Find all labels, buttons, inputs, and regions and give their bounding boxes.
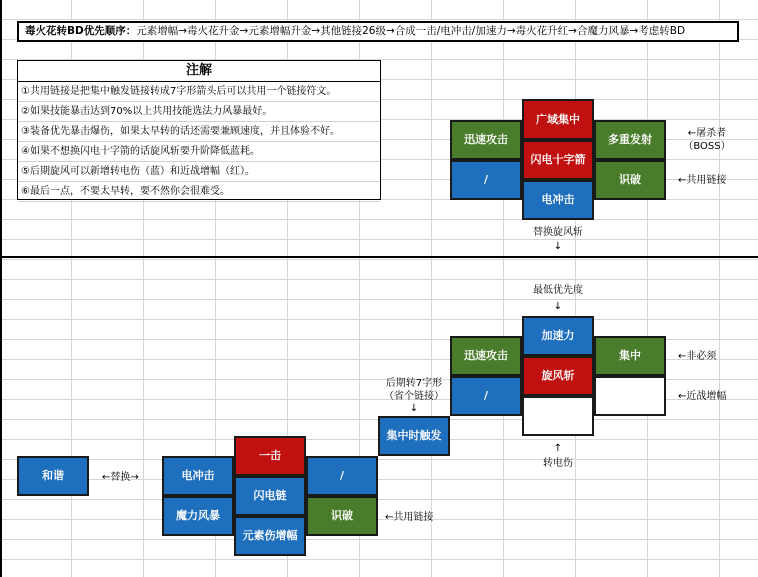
bottom-yiji-box: 一击 [234, 436, 306, 476]
top-guangyu-box: 广域集中 [522, 99, 594, 140]
section-divider [0, 256, 758, 258]
bottom-slash-box-2: / [450, 376, 522, 416]
bottom-replace-note: ←替换→ [102, 472, 139, 483]
note-line: ①共用链接是把集中触发链接转成7字形箭头后可以共用一个链接符文。 [18, 82, 380, 102]
bottom-to-elec-note: 转电伤 [543, 458, 573, 469]
top-dianchongji-box: 电冲击 [522, 180, 594, 220]
notes-heading: 注解 [18, 61, 380, 82]
bottom-slash-box-1: / [306, 456, 378, 496]
note-line: ⑥最后一点，不要太早转，要不然你会很难受。 [18, 182, 380, 202]
bottom-shipo-box: 识破 [306, 496, 378, 536]
bottom-up-arrow: ↑ [553, 443, 563, 454]
bottom-empty-slot-2 [594, 376, 666, 416]
bottom-nonessential-note: ←非必须 [678, 351, 717, 362]
bottom-empty-slot [522, 396, 594, 436]
note-line: ②如果技能暴击达到70%以上共用技能选法力风暴最好。 [18, 102, 380, 122]
bottom-jizhong-trigger-box: 集中时触发 [378, 416, 450, 456]
bottom-late-note: 后期转7字形 （省个链接） [384, 378, 444, 402]
priority-title: 毒火花转BD优先顺序： [25, 25, 137, 37]
bottom-shared-note: ←共用链接 [385, 512, 434, 523]
priority-title-bar [17, 21, 739, 42]
top-shared-note: ←共用链接 [678, 175, 727, 186]
top-slash-box: / [450, 160, 522, 200]
notes-panel [17, 60, 381, 200]
note-line: ⑤后期旋风可以新增转电伤（蓝）和近战增幅（红）。 [18, 162, 380, 182]
priority-sequence: 元素增幅→毒火花升金→元素增幅升金→其他链接26级→合成一击/电冲击/加速力→毒火花升红→合魔力风暴→考虑转BD [136, 25, 686, 37]
top-arrow-down: ↓ [553, 241, 563, 252]
top-replace-note: 替换旋风斩 [533, 227, 583, 238]
bottom-lowest-note: 最低优先度 [533, 285, 583, 296]
bottom-lowest-arrow: ↓ [553, 301, 563, 312]
top-boss-note: ←屠杀者 （BOSS） [683, 128, 731, 152]
bottom-hexie-box: 和谐 [17, 456, 89, 496]
bottom-late-arrow: ↓ [409, 403, 419, 414]
top-duochong-box: 多重发射 [594, 120, 666, 160]
top-shandian-shizi-box: 闪电十字箭 [522, 140, 594, 180]
note-line: ④如果不想换闪电十字箭的话旋风斩要升阶降低蓝耗。 [18, 142, 380, 162]
bottom-xunsu-box: 迅速攻击 [450, 336, 522, 376]
bottom-xuanfeng-box: 旋风斩 [522, 356, 594, 396]
bottom-jiasu-box: 加速力 [522, 316, 594, 356]
bottom-moli-fengbao-box: 魔力风暴 [162, 496, 234, 536]
bottom-melee-note: ←近战增幅 [678, 391, 727, 402]
top-shipo-box: 识破 [594, 160, 666, 200]
bottom-dianchongji-box: 电冲击 [162, 456, 234, 496]
bottom-yuansu-shang-box: 元素伤增幅 [234, 516, 306, 556]
top-xunsu-box: 迅速攻击 [450, 120, 522, 160]
bottom-shandianlian-box: 闪电链 [234, 476, 306, 516]
left-border-line [0, 0, 2, 577]
note-line: ③装备优先暴击爆伤，如果太早转的话还需要兼顾速度，并且体验不好。 [18, 122, 380, 142]
bottom-jizhong-box: 集中 [594, 336, 666, 376]
